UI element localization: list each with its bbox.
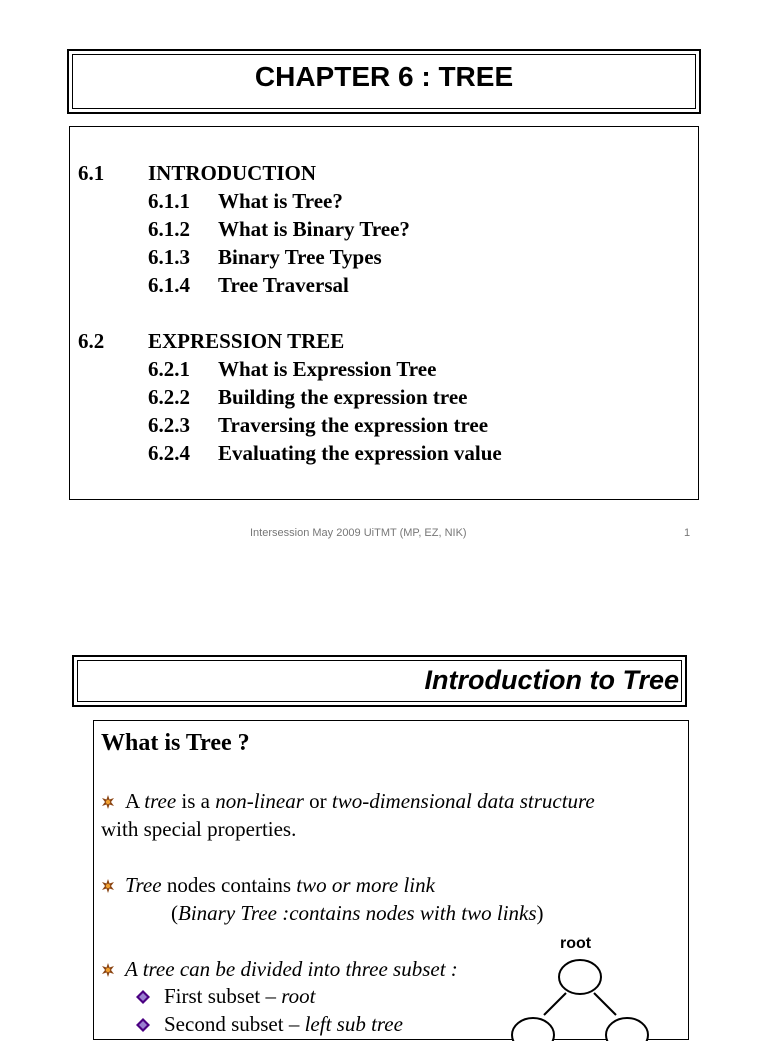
sub-bullet-item (136, 982, 316, 1010)
bullet-text-part: A (125, 789, 145, 813)
sub-bullet-item (136, 1010, 403, 1038)
root-label: root (560, 935, 592, 952)
bullet-text-part: is a (176, 789, 216, 813)
toc-title: What is Binary Tree? (218, 217, 410, 241)
star-bullet-icon (101, 963, 115, 977)
toc-title: Tree Traversal (218, 273, 349, 297)
bullet-continuation: with special properties. (101, 817, 297, 841)
paren-close: ) (536, 901, 544, 925)
sub-bullet-value: root (281, 984, 316, 1008)
toc-number: 6.1 (78, 161, 105, 185)
tree-edge (544, 993, 566, 1015)
toc-number: 6.2.2 (148, 385, 190, 409)
sub-bullet-label: First subset – (164, 984, 282, 1008)
binary-tree-note: Binary Tree :contains nodes with two links (178, 901, 537, 925)
bullet-item (101, 787, 595, 815)
toc-title: Binary Tree Types (218, 245, 382, 269)
paren-open: ( (171, 901, 178, 925)
toc-title: Building the expression tree (218, 385, 468, 409)
toc-title: What is Tree? (218, 189, 343, 213)
diamond-bullet-icon (136, 1018, 150, 1032)
bullet-text-part: non-linear (215, 789, 304, 813)
star-bullet-icon (101, 879, 115, 893)
bullet-item (101, 955, 458, 983)
table-of-contents-box (69, 126, 699, 500)
sub-bullet-value: left sub tree (304, 1012, 403, 1036)
bullet-text-part: two-dimensional data structure (331, 789, 595, 813)
chapter-title: CHAPTER 6 : TREE (254, 61, 514, 92)
right-child-node (606, 1018, 648, 1041)
bullet-text-part: two or more link (296, 873, 435, 897)
footer-text: Intersession May 2009 UiTMT (MP, EZ, NIK) (250, 527, 467, 539)
toc-number: 6.1.3 (148, 245, 190, 269)
toc-number: 6.1.1 (148, 189, 190, 213)
toc-number: 6.2.1 (148, 357, 190, 381)
bullet-text-part: tree (144, 789, 177, 813)
toc-title: INTRODUCTION (148, 161, 317, 185)
toc-number: 6.2.4 (148, 441, 190, 465)
content-box (93, 720, 689, 1040)
bullet-text-part: nodes contains (161, 873, 297, 897)
section-heading: What is Tree ? (101, 730, 250, 756)
bullet-text-part: or (303, 789, 332, 813)
bullet-continuation (171, 899, 544, 927)
toc-number: 6.1.4 (148, 273, 190, 297)
toc-number: 6.1.2 (148, 217, 190, 241)
sub-bullet-label: Second subset – (164, 1012, 305, 1036)
bullet-text-part: Tree (125, 873, 162, 897)
chapter-title-frame (67, 49, 701, 114)
toc-title: What is Expression Tree (218, 357, 437, 381)
slide-title: Introduction to Tree (424, 665, 679, 695)
tree-diagram (504, 957, 664, 1041)
toc-title: Evaluating the expression value (218, 441, 502, 465)
diamond-bullet-icon (136, 990, 150, 1004)
toc-title: Traversing the expression tree (218, 413, 489, 437)
toc-title: EXPRESSION TREE (148, 329, 345, 353)
toc-number: 6.2.3 (148, 413, 190, 437)
tree-edge (594, 993, 616, 1015)
toc-number: 6.2 (78, 329, 105, 353)
left-child-node (512, 1018, 554, 1041)
bullet-item (101, 871, 435, 899)
slide-title-frame (72, 655, 687, 707)
root-node (559, 960, 601, 994)
star-bullet-icon (101, 795, 115, 809)
bullet-text: A tree can be divided into three subset : (125, 957, 458, 981)
page-number: 1 (684, 527, 691, 539)
